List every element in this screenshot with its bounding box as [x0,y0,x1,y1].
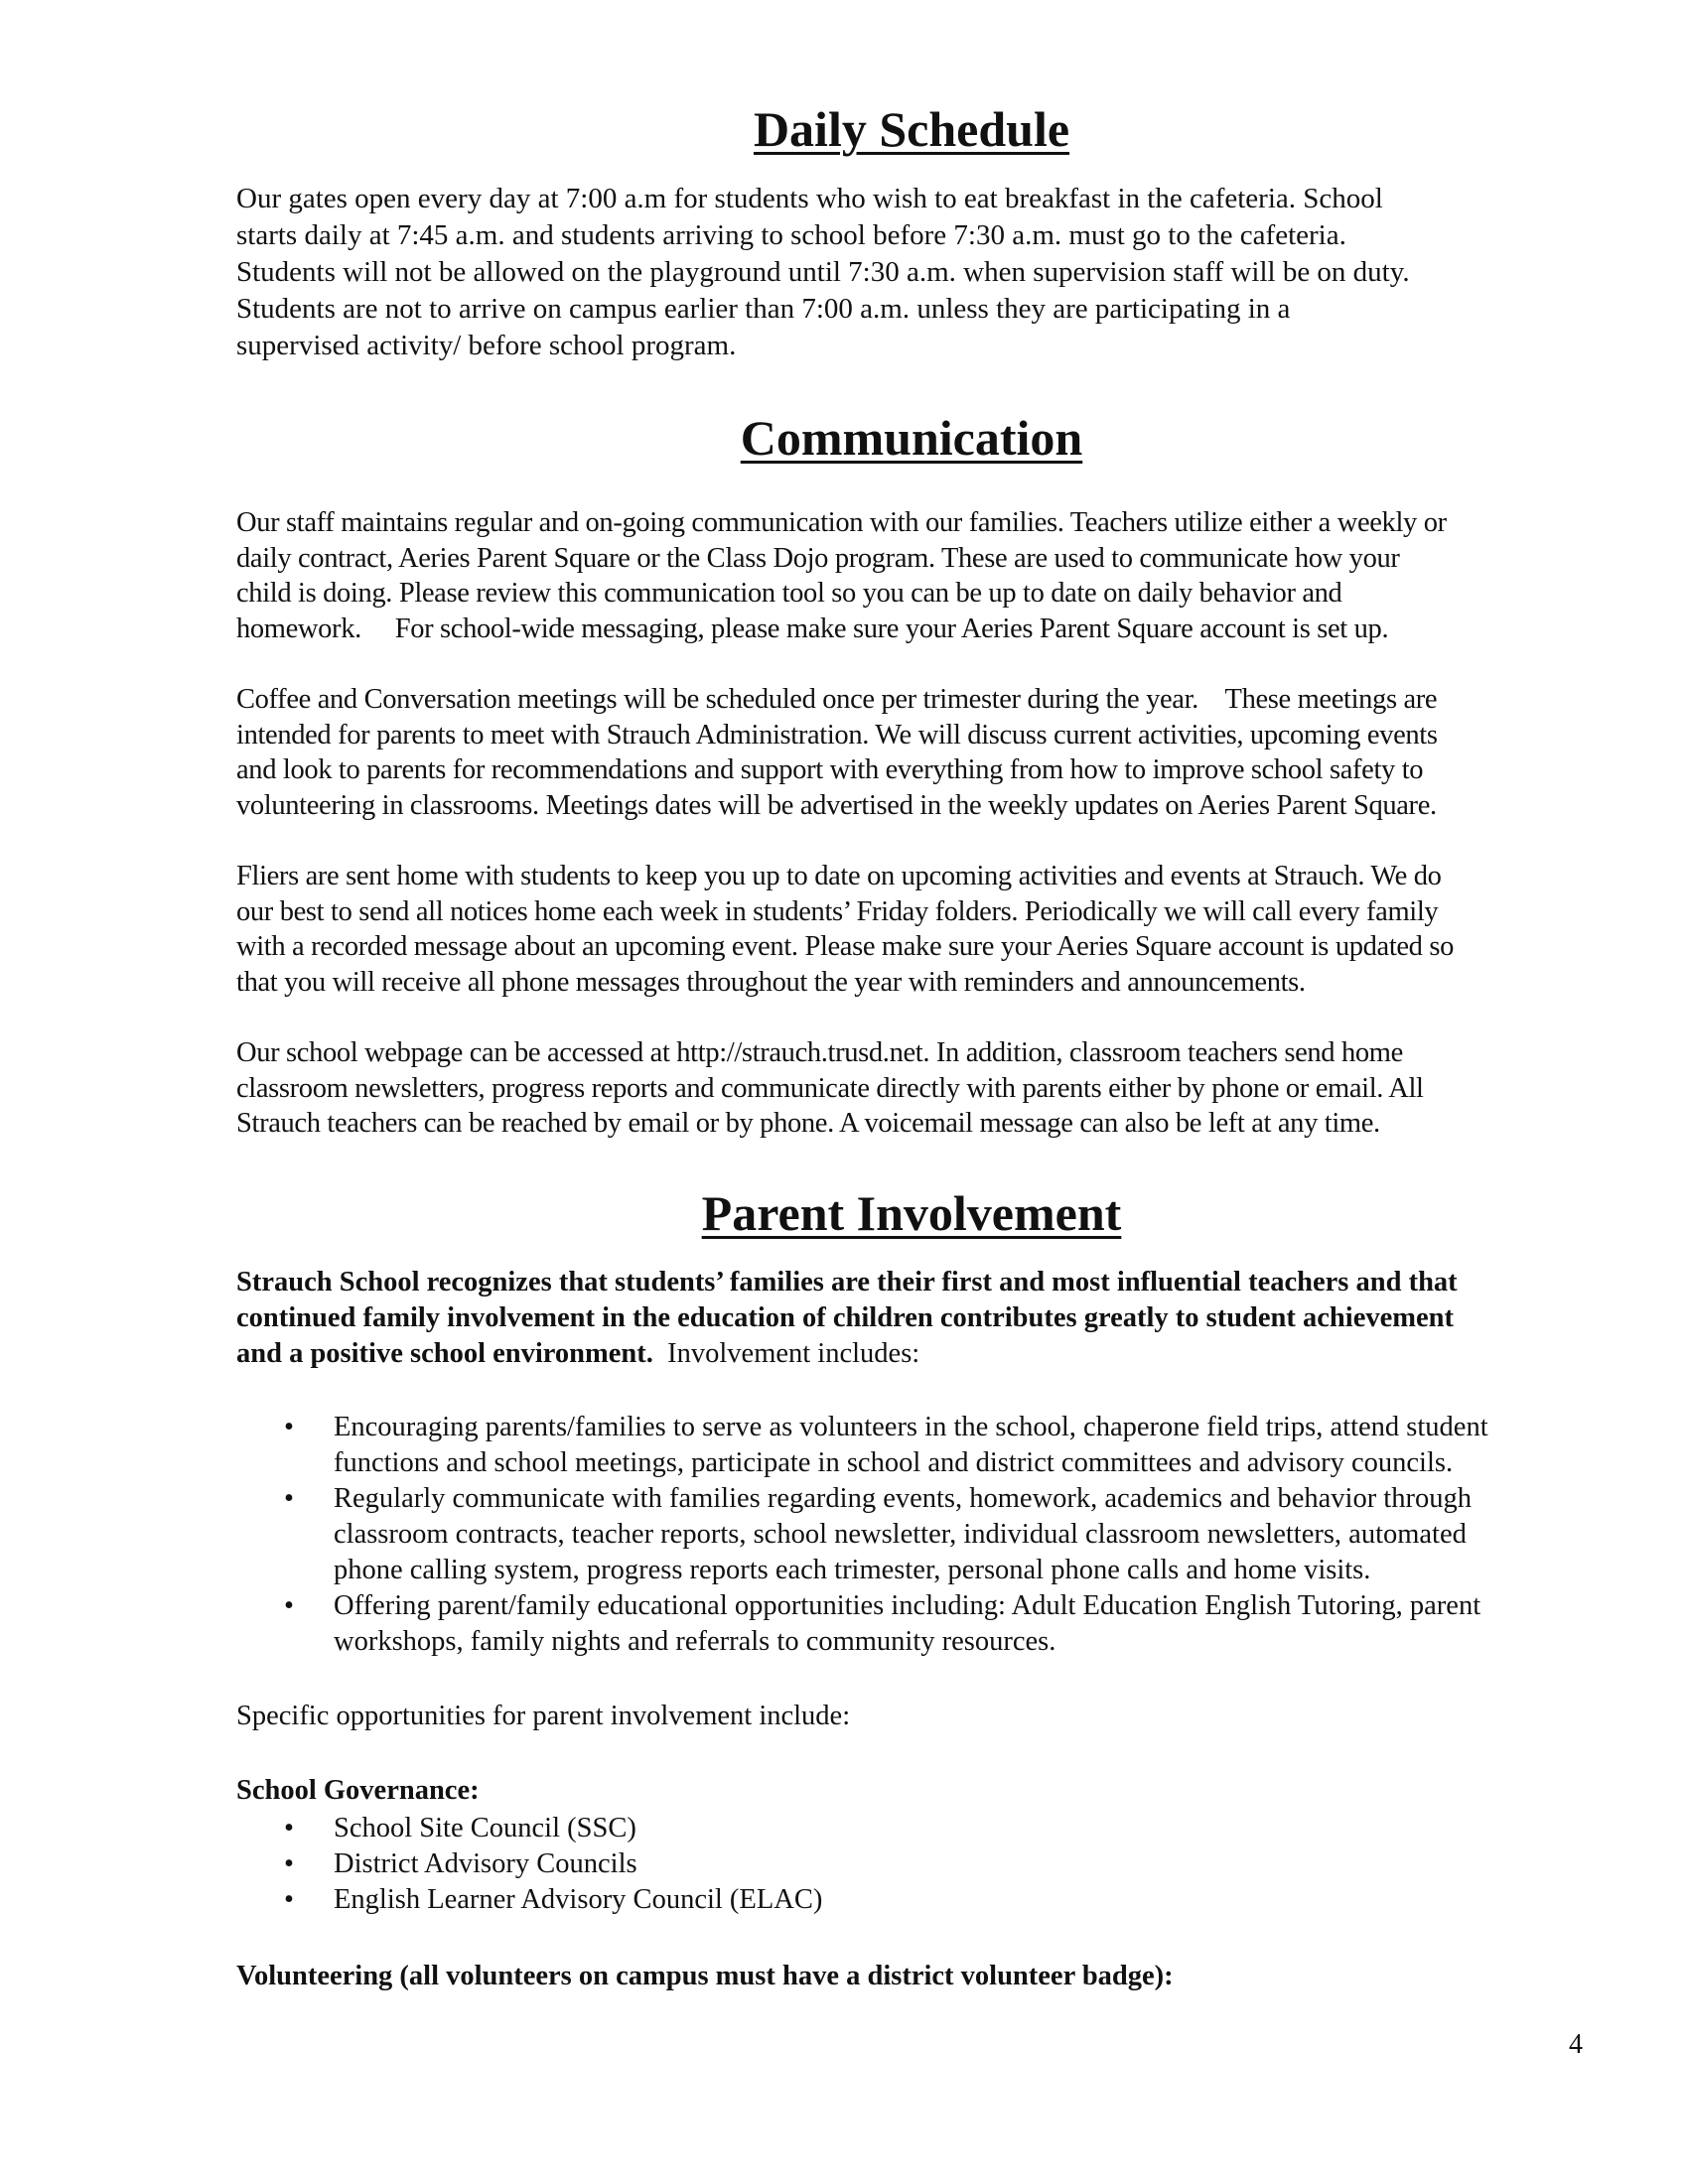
document-page [236,99,1587,1994]
text-line: Offering parent/family educational opportunities including: Adult Education English Tutoring, parent [334,1589,1481,1621]
text-line: homework. For school-wide messaging, please make sure your Aeries Parent Square account is set up. [236,613,1389,644]
text-line: continued family involvement in the education of children contributes greatly to student achievement [236,1301,1454,1333]
text-line: starts daily at 7:45 a.m. and students arriving to school before 7:30 a.m. must go to the cafeteria. [236,219,1346,251]
bullet-icon: • [284,1883,294,1915]
coffee-conversation-paragraph [236,682,1587,823]
text-line: Strauch teachers can be reached by email or by phone. A voicemail message can also be left at any time. [236,1108,1380,1139]
text-line: child is doing. Please review this communication tool so you can be up to date on daily behavior and [236,578,1342,609]
text-line: Fliers are sent home with students to keep you up to date on upcoming activities and events at Strauch. We do [236,861,1442,891]
governance-list [236,1811,1587,1918]
text-line: and a positive school environment. [236,1337,653,1369]
text-line: Encouraging parents/families to serve as volunteers in the school, chaperone field trips, attend student [334,1411,1488,1442]
text-line: with a recorded message about an upcoming event. Please make sure your Aeries Square account is updated so [236,931,1455,962]
text-line: classroom contracts, teacher reports, school newsletter, individual classroom newsletters, automated [334,1518,1467,1550]
text-line: intended for parents to meet with Strauch Administration. We will discuss current activities, upcoming events [236,719,1438,751]
communication-section [236,408,1587,1142]
text-line: and look to parents for recommendations and support with everything from how to improve school safety to [236,754,1424,785]
text-line: daily contract, Aeries Parent Square or the Class Dojo program. These are used to communicate how your [236,542,1400,574]
list-item [236,1811,1587,1846]
text-line: supervised activity/ before school program. [236,330,737,361]
list-item-label: English Learner Advisory Council (ELAC) [334,1883,823,1915]
parent-involvement-heading: Parent Involvement [701,1184,1122,1241]
volunteering-heading: Volunteering (all volunteers on campus must have a district volunteer badge): [236,1960,1174,1991]
intro-tail: Involvement includes: [652,1337,920,1369]
text-line: Students will not be allowed on the playground until 7:30 a.m. when supervision staff will be on duty. [236,256,1410,288]
bullet-icon: • [284,1847,294,1879]
text-line: that you will receive all phone messages throughout the year with reminders and announcements. [236,966,1306,998]
communication-paragraph [236,505,1587,646]
text-line: Coffee and Conversation meetings will be scheduled once per trimester during the year. These meetings are [236,684,1438,715]
list-item [236,1481,1587,1588]
daily-schedule-paragraph [236,181,1587,364]
specific-opportunities-text: Specific opportunities for parent involvement include: [236,1700,851,1731]
involvement-list [236,1410,1587,1660]
webpage-paragraph [236,1035,1587,1142]
bullet-icon: • [284,1589,294,1621]
text-line: Our staff maintains regular and on-going communication with our families. Teachers utilize either a weekly or [236,507,1447,538]
text-line: classroom newsletters, progress reports and communicate directly with parents either by phone or email. All [236,1072,1424,1104]
parent-involvement-section [236,1183,1587,1994]
list-item [236,1588,1587,1660]
text-line: Our gates open every day at 7:00 a.m for students who wish to eat breakfast in the cafeteria. School [236,183,1383,214]
bullet-icon: • [284,1482,294,1514]
text-line: volunteering in classrooms. Meetings dates will be advertised in the weekly updates on Aeries Parent Square. [236,789,1437,821]
daily-schedule-section [236,99,1587,364]
text-line: Strauch School recognizes that students’ families are their first and most influential teachers and that [236,1266,1458,1297]
school-governance-heading: School Governance: [236,1774,480,1806]
text-line: workshops, family nights and referrals to community resources. [334,1625,1056,1657]
list-item-label: District Advisory Councils [334,1847,637,1879]
text-line: Regularly communicate with families regarding events, homework, academics and behavior through [334,1482,1472,1514]
list-item-label: School Site Council (SSC) [334,1812,636,1843]
bullet-icon: • [284,1812,294,1843]
text-line: Our school webpage can be accessed at http://strauch.trusd.net. In addition, classroom teachers send home [236,1037,1403,1068]
fliers-paragraph [236,859,1587,1000]
list-item [236,1882,1587,1918]
page-number: 4 [1569,2029,1583,2060]
text-line: phone calling system, progress reports each trimester, personal phone calls and home visits. [334,1554,1371,1585]
text-line: Students are not to arrive on campus earlier than 7:00 a.m. unless they are participating in a [236,293,1291,325]
bullet-icon: • [284,1411,294,1442]
communication-heading: Communication [740,410,1083,466]
list-item [236,1846,1587,1882]
text-line: functions and school meetings, participate in school and district committees and advisory councils. [334,1446,1454,1478]
list-item [236,1410,1587,1481]
text-line: our best to send all notices home each week in students’ Friday folders. Periodically we will call every family [236,895,1439,927]
parent-involvement-intro [236,1265,1587,1372]
daily-schedule-heading: Daily Schedule [753,101,1070,157]
